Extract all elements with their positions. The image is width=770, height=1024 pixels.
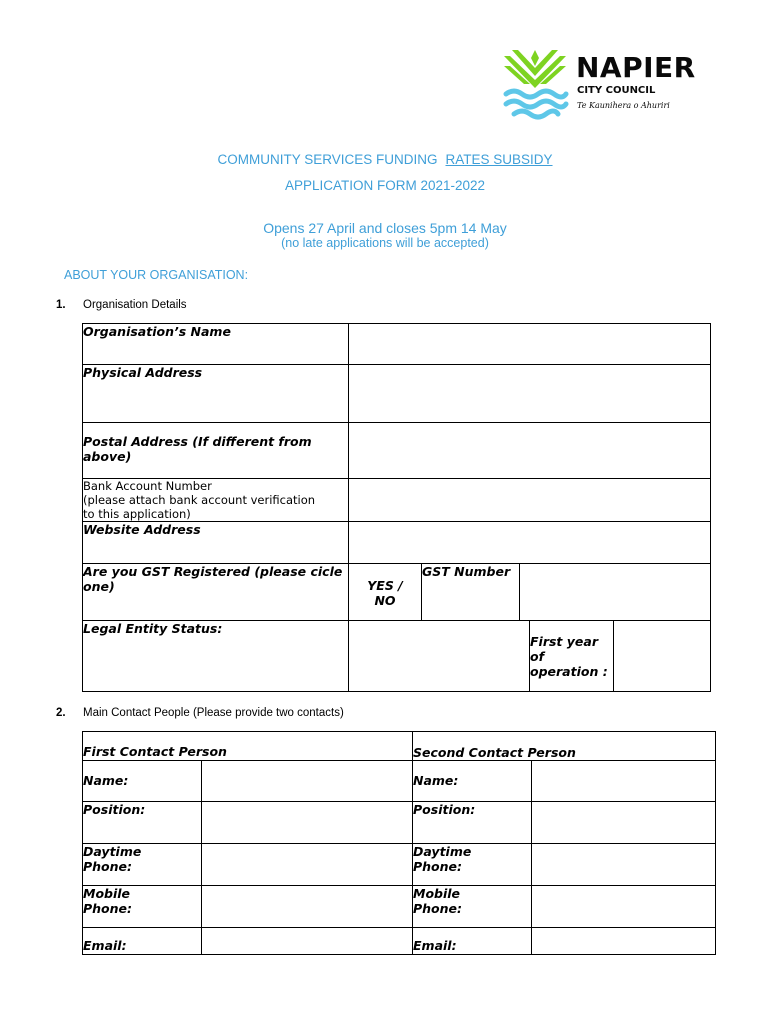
website-field[interactable] — [349, 522, 711, 564]
physical-address-label: Physical Address — [83, 365, 349, 423]
legal-entity-field[interactable] — [349, 621, 530, 692]
organisation-details-table — [82, 323, 711, 692]
second-email-field[interactable] — [532, 928, 716, 955]
physical-address-field[interactable] — [349, 365, 711, 423]
second-email-label: Email: — [413, 928, 532, 955]
website-label: Website Address — [83, 522, 349, 564]
first-position-label: Position: — [83, 802, 202, 844]
second-daytime-label — [413, 844, 532, 886]
logo-subtitle: CITY COUNCIL — [577, 85, 656, 96]
first-mobile-label — [83, 886, 202, 928]
gst-registered-label: Are you GST Registered (please cicle one) — [83, 564, 349, 621]
first-name-field[interactable] — [202, 761, 413, 802]
gst-yes-no-option[interactable] — [349, 564, 422, 621]
gst-yes[interactable]: YES / — [367, 578, 403, 593]
first-email-field[interactable] — [202, 928, 413, 955]
bank-account-line1: Bank Account Number — [83, 479, 212, 493]
second-contact-heading: Second Contact Person — [413, 732, 716, 761]
second-name-label: Name: — [413, 761, 532, 802]
napier-logo — [500, 44, 700, 124]
first-year-label: First year of operation : — [530, 621, 614, 692]
second-mobile-label — [413, 886, 532, 928]
section-number-2: 2. — [56, 707, 66, 719]
table-row — [83, 802, 716, 844]
first-mobile-line1: Mobile — [83, 886, 131, 901]
second-name-field[interactable] — [532, 761, 716, 802]
table-row — [83, 324, 711, 365]
table-row — [83, 564, 711, 621]
gst-no[interactable]: NO — [374, 593, 396, 608]
second-position-label: Position: — [413, 802, 532, 844]
bank-account-line3: to this application) — [83, 507, 191, 521]
gst-number-label: GST Number — [422, 564, 520, 621]
table-row — [83, 522, 711, 564]
second-daytime-line1: Daytime — [413, 844, 472, 859]
table-row — [83, 761, 716, 802]
postal-address-field[interactable] — [349, 423, 711, 479]
table-row — [83, 928, 716, 955]
form-title-underlined: RATES SUBSIDY — [445, 152, 553, 167]
second-daytime-field[interactable] — [532, 844, 716, 886]
opening-dates: Opens 27 April and closes 5pm 14 May — [263, 220, 507, 236]
first-email-label: Email: — [83, 928, 202, 955]
gst-number-field[interactable] — [520, 564, 711, 621]
first-daytime-label — [83, 844, 202, 886]
first-position-field[interactable] — [202, 802, 413, 844]
second-daytime-line2: Phone: — [413, 859, 463, 874]
table-row — [83, 886, 716, 928]
first-contact-heading: First Contact Person — [83, 732, 413, 761]
bank-account-label — [83, 479, 349, 522]
late-note: (no late applications will be accepted) — [281, 236, 489, 250]
second-mobile-line2: Phone: — [413, 901, 463, 916]
section-title-org-details: Organisation Details — [83, 299, 187, 311]
table-row — [83, 621, 711, 692]
first-daytime-field[interactable] — [202, 844, 413, 886]
org-name-field[interactable] — [349, 324, 711, 365]
table-row — [83, 732, 716, 761]
section-number-1: 1. — [56, 299, 66, 311]
bank-account-field[interactable] — [349, 479, 711, 522]
first-name-label: Name: — [83, 761, 202, 802]
bank-account-line2: (please attach bank account verification — [83, 493, 316, 507]
form-title — [0, 152, 770, 167]
logo-name: NAPIER — [576, 51, 696, 84]
second-position-field[interactable] — [532, 802, 716, 844]
form-subtitle: APPLICATION FORM 2021-2022 — [284, 178, 486, 193]
form-title-main: COMMUNITY SERVICES FUNDING — [217, 152, 438, 167]
second-mobile-field[interactable] — [532, 886, 716, 928]
table-row — [83, 479, 711, 522]
postal-address-label: Postal Address (If different from above) — [83, 423, 349, 479]
first-mobile-line2: Phone: — [83, 901, 133, 916]
table-row — [83, 365, 711, 423]
logo-maori-name: Te Kaunihera o Ahuriri — [577, 101, 670, 110]
legal-entity-label: Legal Entity Status: — [83, 621, 349, 692]
first-year-field[interactable] — [614, 621, 711, 692]
table-row — [83, 844, 716, 886]
first-mobile-field[interactable] — [202, 886, 413, 928]
first-daytime-line2: Phone: — [83, 859, 133, 874]
org-name-label: Organisation’s Name — [83, 324, 349, 365]
section-title-contacts: Main Contact People (Please provide two contacts) — [83, 707, 344, 719]
table-row — [83, 423, 711, 479]
contacts-table — [82, 731, 716, 955]
napier-emblem-icon — [500, 44, 570, 120]
first-daytime-line1: Daytime — [83, 844, 142, 859]
second-mobile-line1: Mobile — [413, 886, 461, 901]
section-heading: ABOUT YOUR ORGANISATION: — [64, 268, 249, 282]
